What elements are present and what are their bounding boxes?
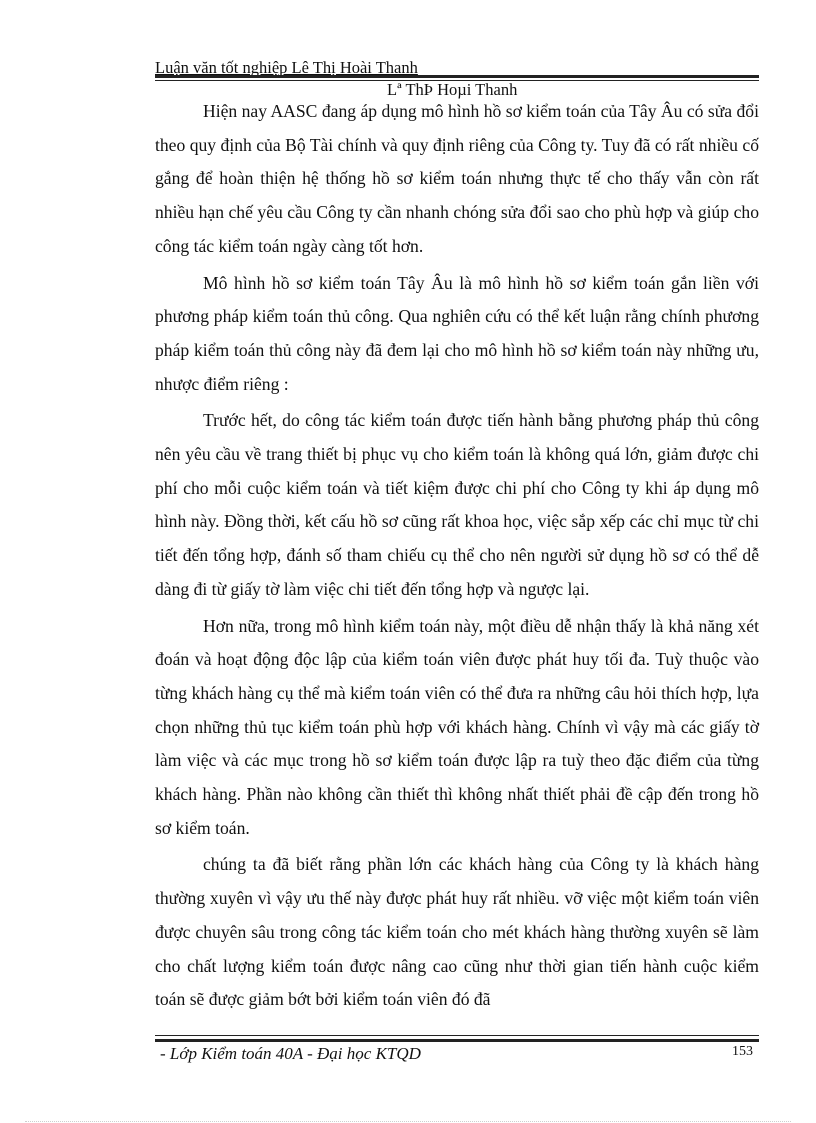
footer-rule-thin [155,1035,759,1036]
header-subtitle: Lª ThÞ Hoµi Thanh [387,80,518,99]
footer-rule-thick [155,1039,759,1042]
header-rule-thick [155,75,759,78]
paragraph: Mô hình hồ sơ kiểm toán Tây Âu là mô hình hồ sơ kiểm toán gắn liền với phương pháp kiểm toán thủ công. Qua nghiên cứu có thể kết luận rằng chính phương pháp kiểm toán thủ công này đã đem lại cho mô hình hồ sơ kiểm toán này những ưu, nhược điểm riêng : [155,272,759,394]
body-text [155,95,759,1017]
paragraph: Hiện nay AASC đang áp dụng mô hình hồ sơ kiểm toán của Tây Âu có sửa đổi theo quy định của Bộ Tài chính và quy định riêng của Công ty. Tuy đã có rất nhiều cố gắng để hoàn thiện hệ thống hồ sơ kiểm toán nhưng thực tế cho thấy vẫn còn rất nhiều hạn chế yêu cầu Công ty cần nhanh chóng sửa đổi sao cho phù hợp và giúp cho công tác kiểm toán ngày càng tốt hơn. [155,101,759,256]
page-number: 153 [732,1044,753,1059]
paragraph: Trước hết, do công tác kiểm toán được tiến hành bằng phương pháp thủ công nên yêu cầu về trang thiết bị phục vụ cho kiểm toán là không quá lớn, giảm được chi phí cho mỗi cuộc kiểm toán và tiết kiệm được chi phí cho Công ty khi áp dụng mô hình này. Đồng thời, kết cấu hồ sơ cũng rất khoa học, việc sắp xếp các chỉ mục từ chi tiết đến tổng hợp, đánh số tham chiếu cụ thể cho nên người sử dụng hồ sơ có thể dễ dàng đi từ giấy tờ làm việc chi tiết đến tổng hợp và ngược lại. [155,410,759,599]
footer-class-info: - Lớp Kiểm toán 40A - Đại học KTQD [160,1044,421,1063]
paragraph: chúng ta đã biết rằng phần lớn các khách hàng của Công ty là khách hàng thường xuyên vì vậy ưu thế này được phát huy rất nhiều. vỡ việc một kiểm toán viên được chuyên sâu trong công tác kiểm toán cho mét khách hàng thường xuyên sẽ làm cho chất lượng kiểm toán được nâng cao cũng như thời gian tiến hành cuộc kiểm toán sẽ được giảm bớt bởi kiểm toán viên đó đã [155,854,759,1010]
paragraph: Hơn nữa, trong mô hình kiểm toán này, một điều dễ nhận thấy là khả năng xét đoán và hoạt động độc lập của kiểm toán viên được phát huy tối đa. Tuỳ thuộc vào từng khách hàng cụ thể mà kiểm toán viên có thể đưa ra những câu hỏi thích hợp, lựa chọn những thủ tục kiểm toán phù hợp với khách hàng. Chính vì vậy mà các giấy tờ làm việc và các mục trong hồ sơ kiểm toán được lập ra tuỳ theo đặc điểm của từng khách hàng. Phần nào không cần thiết thì không nhất thiết phải đề cập đến trong hồ sơ kiểm toán. [155,615,759,838]
page-edge-dotted [25,1121,791,1122]
header-title: Luận văn tốt nghiệp Lê Thị Hoài Thanh [155,58,418,77]
